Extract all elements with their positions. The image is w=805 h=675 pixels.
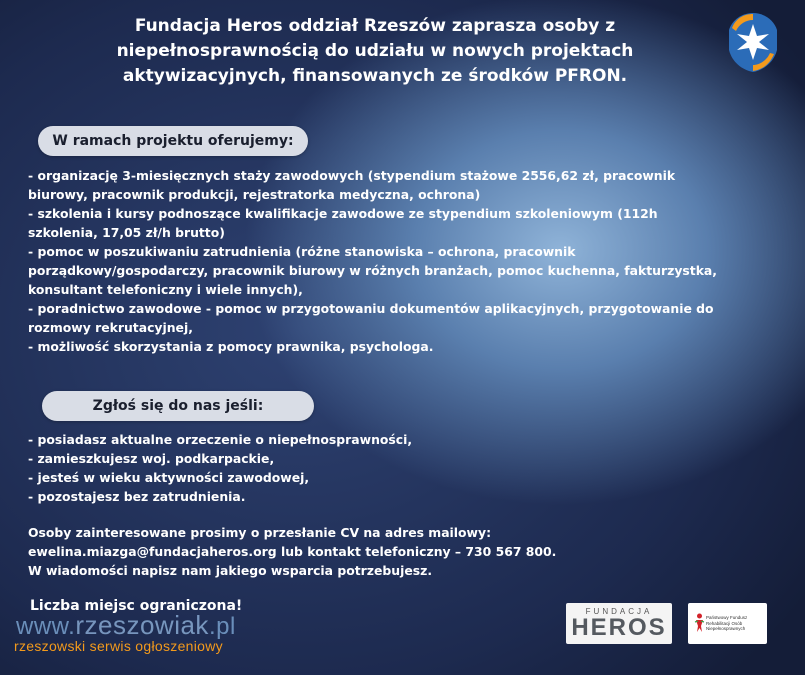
list-item: - szkolenia i kursy podnoszące kwalifikacje zawodowe ze stypendium szkoleniowym (112h szkolenia, 17,05 zł/h brutto): [28, 206, 658, 240]
list-item: - poradnictwo zawodowe - pomoc w przygotowaniu dokumentów aplikacyjnych, przygotowanie do rozmowy rekrutacyjnej,: [28, 301, 714, 335]
pfron-logo-text: Państwowy Fundusz Rehabilitacji Osób Niepełnosprawnych: [706, 615, 748, 631]
list-item: - pozostajesz bez zatrudnienia.: [28, 489, 246, 504]
list-item: - zamieszkujesz woj. podkarpackie,: [28, 451, 275, 466]
requirements-heading: Zgłoś się do nas jeśli:: [42, 391, 314, 421]
heros-logo-box: [566, 603, 672, 644]
watermark-url: [16, 610, 236, 641]
contact-email-phone: ewelina.miazga@fundacjaheros.org lub kontakt telefoniczny – 730 567 800.: [28, 544, 557, 559]
watermark-prefix: www.: [16, 613, 76, 640]
list-item: - możliwość skorzystania z pomocy prawnika, psychologa.: [28, 339, 434, 354]
contact-info: [28, 523, 648, 580]
list-item: - jesteś w wieku aktywności zawodowej,: [28, 470, 310, 485]
contact-line: Osoby zainteresowane prosimy o przesłanie CV na adres mailowy:: [28, 525, 492, 540]
offers-list: [28, 166, 728, 356]
page-title: Fundacja Heros oddział Rzeszów zaprasza osoby z niepełnosprawnością do udziału w nowych projektach aktywizacyjnych, finansowanych ze środków PFRON.: [116, 16, 634, 86]
pfron-figure-icon: [694, 613, 705, 633]
watermark-suffix: .pl: [208, 613, 236, 640]
requirements-list: [28, 430, 528, 506]
watermark-name: rzeszowiak: [75, 610, 209, 640]
watermark-tagline: rzeszowski serwis ogłoszeniowy: [14, 638, 223, 654]
heros-logo-small-text: FUNDACJA: [585, 607, 653, 616]
list-item: - organizację 3-miesięcznych staży zawodowych (stypendium stażowe 2556,62 zł, pracownik biurowy, pracownik produkcji, rejestratorka medyczna, ochrona): [28, 168, 676, 202]
contact-line: W wiadomości napisz nam jakiego wsparcia potrzebujesz.: [28, 563, 433, 578]
heros-logo-big-text: HEROS: [571, 614, 667, 641]
list-item: - posiadasz aktualne orzeczenie o niepełnosprawności,: [28, 432, 413, 447]
list-item: - pomoc w poszukiwaniu zatrudnienia (różne stanowiska – ochrona, pracownik porządkowy/gospodarczy, pracownik biurowy w różnych branżach, pomoc kuchenna, fakturzystka, konsultant telefoniczny i wiele innych),: [28, 244, 717, 297]
pfron-logo-box: [688, 603, 767, 644]
heros-logo-icon: [724, 10, 782, 74]
offers-heading: W ramach projektu oferujemy:: [38, 126, 308, 156]
limited-places-notice: Liczba miejsc ograniczona!: [30, 598, 243, 614]
